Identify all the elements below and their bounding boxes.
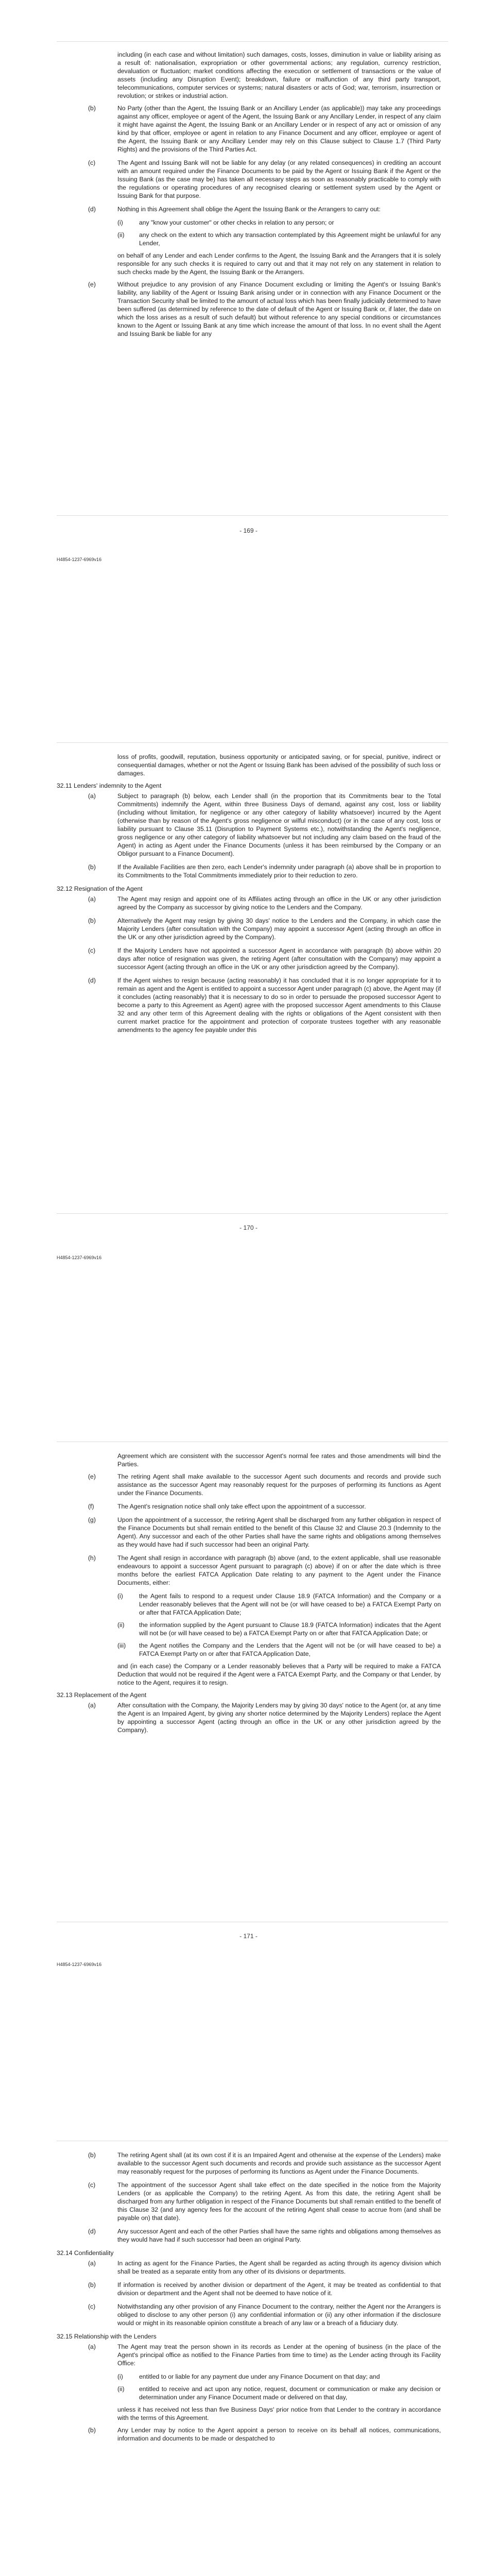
sub-clause-item bbox=[117, 2372, 441, 2381]
clause-item bbox=[88, 2302, 441, 2327]
clause-item bbox=[88, 2181, 441, 2222]
clause-text: The Agent's resignation notice shall only take effect upon the appointment of a successor. bbox=[117, 1503, 366, 1510]
clause-item bbox=[88, 976, 441, 1034]
clause-label: (a) bbox=[88, 2343, 96, 2350]
clause-item bbox=[88, 792, 441, 858]
clause-label: (d) bbox=[88, 2228, 96, 2235]
clause-text: Upon the appointment of a successor, the retiring Agent shall be discharged from any further obligation in respect of the Finance Documents but shall remain entitled to the benefit of this Clause 32 and Clause 20.3 (Indemnity to the Agent). Any successor and each of the other Parties shall have the same rights and obligations among themselves as they would have had if such successor had been an original Party. bbox=[117, 1516, 441, 1548]
sub-clause-item bbox=[117, 2385, 441, 2401]
clause-text: The appointment of the successor Agent shall take effect on the date specified in the notice from the Majority Lenders (or as applicable the Company) to the retiring Agent. As from this date, the retiring Agent shall be discharged from any further obligation in respect of the Finance Documents but shall remain entitled to the benefit of this Clause 32 (and any agency fees for the account of the retiring Agent shall cease to accrue from (and shall be payable on) that date). bbox=[117, 2181, 441, 2222]
clause-text: The Agent may treat the person shown in its records as Lender at the opening of business (in the place of the Agent's principal office as notified to the Finance Parties from time to time) as the Lender acting through its Facility Office: bbox=[117, 2343, 441, 2367]
sub-clause-label: (i) bbox=[117, 1592, 123, 1600]
clause-item bbox=[88, 1472, 441, 1497]
clause-text: Notwithstanding any other provision of any Finance Document to the contrary, neither the Agent nor the Arrangers is obliged to disclose to any other person (i) any confidential information or (ii) any other information if the disclosure would or might in its reasonable opinion constitute a breach of any law or a breach of a fiduciary duty. bbox=[117, 2303, 441, 2327]
page-number: - 170 - bbox=[239, 1224, 258, 1231]
sub-clause-label: (i) bbox=[117, 2373, 123, 2380]
sub-clause-item bbox=[117, 1641, 441, 1658]
page-body bbox=[0, 1452, 497, 1739]
document-id: H4854-1237-6969v16 bbox=[57, 1255, 102, 1260]
clause-text: Subject to paragraph (b) below, each Lender shall (in the proportion that its Commitments bear to the Total Commitments) indemnify the Agent, within three Business Days of demand, against any cost, loss or liability (including without limitation, for negligence or any other category of liability whatsoever) incurred by the Agent (otherwise than by reason of the Agent's gross negligence or wilful misconduct) (or in the case of any cost, loss or liability pursuant to Clause 35.11 (Disruption to Payment Systems etc.), notwithstanding the Agent's negligence, gross negligence or any other category of liability whatsoever but not including any claim based on the fraud of the Agent) in acting as Agent under the Finance Documents (unless it has been reimbursed by the Company or an Obligor pursuant to a Finance Document). bbox=[117, 792, 441, 857]
clause-item bbox=[88, 863, 441, 879]
page-bottom-rule bbox=[57, 515, 448, 516]
page-bottom-rule bbox=[57, 1213, 448, 1214]
clause-text: In acting as agent for the Finance Parties, the Agent shall be regarded as acting through its agency division which shall be treated as a separate entity from any other of its divisions or departments. bbox=[117, 2260, 441, 2275]
clause-text: Any successor Agent and each of the other Parties shall have the same rights and obligations among themselves as they would have had if such successor had been an original Party. bbox=[117, 2228, 441, 2243]
clause-label: (b) bbox=[88, 917, 96, 924]
page-top-rule bbox=[57, 41, 448, 42]
sub-clause-label: (ii) bbox=[117, 2385, 125, 2393]
clause-item bbox=[88, 2426, 441, 2443]
clause-text: Alternatively the Agent may resign by giving 30 days' notice to the Lenders and the Company, in which case the Majority Lenders (after consultation with the Company) may appoint a successor Agent (acting through an office in the UK or any other jurisdiction agreed by the Company). bbox=[117, 917, 441, 941]
clause-label: (a) bbox=[88, 1702, 96, 1709]
clause-label: (c) bbox=[88, 947, 96, 954]
clause-item bbox=[88, 917, 441, 941]
clause-item bbox=[88, 1554, 441, 1587]
paragraph: loss of profits, goodwill, reputation, business opportunity or anticipated saving, or for special, punitive, indirect or consequential damages, whether or not the Agent or Issuing Bank has been advised of the possibility of such loss or damages. bbox=[117, 753, 441, 777]
clause-label: (e) bbox=[88, 1473, 96, 1480]
page-top-rule bbox=[57, 742, 448, 743]
clause-label: (a) bbox=[88, 2260, 96, 2267]
clause-item bbox=[88, 205, 441, 213]
clause-label: (b) bbox=[88, 2151, 96, 2159]
clause-item bbox=[88, 1502, 441, 1511]
sub-clause-label: (ii) bbox=[117, 1621, 125, 1629]
sub-clause-text: entitled to receive and act upon any notice, request, document or communication or make any decision or determination under any Finance Document made or delivered on that day, bbox=[139, 2385, 441, 2401]
paragraph: Agreement which are consistent with the successor Agent's normal fee rates and those amendments will bind the Parties. bbox=[117, 1452, 441, 1468]
paragraph: unless it has received not less than five Business Days' prior notice from that Lender to the contrary in accordance with the terms of this Agreement. bbox=[117, 2406, 441, 2421]
clause-label: (f) bbox=[88, 1503, 94, 1510]
clause-text: The retiring Agent shall (at its own cost if it is an Impaired Agent and otherwise at the expense of the Lenders) make available to the successor Agent such documents and records and provide such assistance as the successor Agent may reasonably request for the purposes of performing its functions as Agent under the Finance Documents. bbox=[117, 2151, 441, 2175]
clause-label: (b) bbox=[88, 105, 96, 112]
sub-clause-text: any "know your customer" or other checks in relation to any person; or bbox=[139, 219, 334, 226]
clause-item bbox=[88, 2281, 441, 2297]
clause-label: (a) bbox=[88, 895, 96, 903]
clause-item bbox=[88, 946, 441, 971]
page-170 bbox=[0, 703, 497, 1406]
clause-text: If information is received by another division or department of the Agent, it may be treated as confidential to that division or department and the Agent shall not be deemed to have notice of it. bbox=[117, 2281, 441, 2297]
clause-label: (d) bbox=[88, 977, 96, 984]
clause-item bbox=[88, 1701, 441, 1734]
clause-item bbox=[88, 159, 441, 200]
sub-clause-item bbox=[117, 1592, 441, 1617]
page-171 bbox=[0, 1406, 497, 2110]
clause-label: (b) bbox=[88, 863, 96, 871]
clause-label: (b) bbox=[88, 2427, 96, 2434]
section-heading: 32.14 Confidentiality bbox=[57, 2249, 114, 2257]
clause-text: The Agent and Issuing Bank will not be liable for any delay (or any related consequences) in crediting an account with an amount required under the Finance Documents to be paid by the Agent or Issuing Bank if the Agent or the Issuing Bank (as the case may be) has taken all necessary steps as soon as reasonably practicable to comply with the regulations or operating procedures of any recognised clearing or settlement system used by the Agent or Issuing Bank for that purpose. bbox=[117, 159, 441, 199]
clause-label: (c) bbox=[88, 159, 96, 166]
clause-text: Without prejudice to any provision of any Finance Document excluding or limiting the Agent's or Issuing Bank's liability, any liability of the Agent or Issuing Bank arising under or in connection with any Finance Document or the Transaction Security shall be limited to the amount of actual loss which has been finally judicially determined to have been suffered (as determined by reference to the date of default of the Agent or Issuing Bank or, if later, the date on which the loss arises as a result of such default) but without reference to any special conditions or circumstances known to the Agent or Issuing Bank at any time which increase the amount of that loss. In no event shall the Agent and Issuing Bank be liable for any bbox=[117, 281, 441, 337]
section-heading: 32.11 Lenders' indemnity to the Agent bbox=[57, 782, 162, 789]
sub-clause-text: the information supplied by the Agent pursuant to Clause 18.9 (FATCA Information) indicates that the Agent will not be (or will have ceased to be) a FATCA Exempt Party on or after that FATCA Application Date; or bbox=[139, 1621, 441, 1637]
page-number: - 171 - bbox=[239, 1933, 258, 1940]
section-heading: 32.15 Relationship with the Lenders bbox=[57, 2333, 157, 2340]
clause-text: If the Agent wishes to resign because (acting reasonably) it has concluded that it is no longer appropriate for it to remain as agent and the Agent is entitled to appoint a successor Agent under paragraph (c) above, the Agent may (if it concludes (acting reasonably) that it is necessary to do so in order to persuade the proposed successor Agent to become a party to this Agreement as Agent) agree with the proposed successor Agent amendments to this Clause 32 and any other term of this Agreement dealing with the rights or obligations of the Agent consistent with then current market practice for the appointment and protection of corporate trustees together with any reasonable amendments to the agency fee payable under this bbox=[117, 977, 441, 1033]
clause-item bbox=[88, 2227, 441, 2244]
clause-text: If the Majority Lenders have not appointed a successor Agent in accordance with paragraph (b) above within 20 days after notice of resignation was given, the retiring Agent (after consultation with the Company) may appoint a successor Agent (acting through an office in the UK or any other jurisdiction agreed by the Company). bbox=[117, 947, 441, 971]
section-heading: 32.12 Resignation of the Agent bbox=[57, 885, 143, 892]
sub-clause-text: the Agent fails to respond to a request under Clause 18.9 (FATCA Information) and the Company or a Lender reasonably believes that the Agent will not be (or will have ceased to be) a FATCA Exempt Party on or after that FATCA Application Date; bbox=[139, 1592, 441, 1616]
page-body bbox=[0, 753, 497, 1039]
page-172 bbox=[0, 2110, 497, 2576]
clause-item bbox=[88, 2151, 441, 2176]
clause-text: If the Available Facilities are then zero, each Lender's indemnity under paragraph (a) above shall be in proportion to its Commitments to the Total Commitments immediately prior to their reduction to zero. bbox=[117, 863, 441, 879]
page-169 bbox=[0, 0, 497, 703]
clause-item bbox=[88, 1516, 441, 1549]
sub-clause-label: (iii) bbox=[117, 1642, 126, 1649]
page-body bbox=[0, 2151, 497, 2448]
sub-clause-item bbox=[117, 218, 441, 227]
clause-text: Nothing in this Agreement shall oblige the Agent the Issuing Bank or the Arrangers to carry out: bbox=[117, 206, 381, 213]
clause-text: Any Lender may by notice to the Agent appoint a person to receive on its behalf all notices, communications, information and documents to be made or despatched to bbox=[117, 2427, 441, 2442]
clause-label: (g) bbox=[88, 1516, 96, 1523]
paragraph: on behalf of any Lender and each Lender confirms to the Agent, the Issuing Bank and the Arrangers that it is solely responsible for any such checks it is required to carry out and that it may not rely on any statement in relation to such checks made by the Agent, the Issuing Bank or the Arrangers. bbox=[117, 252, 441, 276]
clause-label: (a) bbox=[88, 792, 96, 800]
clause-label: (b) bbox=[88, 2281, 96, 2289]
clause-text: The retiring Agent shall make available to the successor Agent such documents and records and provide such assistance as the successor Agent may reasonably request for the purposes of performing its functions as Agent under the Finance Documents. bbox=[117, 1473, 441, 1497]
clause-label: (d) bbox=[88, 206, 96, 213]
paragraph: and (in each case) the Company or a Lender reasonably believes that a Party will be required to make a FATCA Deduction that would not be required if the Agent were a FATCA Exempt Party, and the Company or that Lender, by notice to the Agent, requires it to resign. bbox=[117, 1663, 441, 1686]
sub-clause-item bbox=[117, 231, 441, 247]
sub-clause-item bbox=[117, 1621, 441, 1637]
document-id: H4854-1237-6969v16 bbox=[57, 1962, 102, 1967]
document-id: H4854-1237-6969v16 bbox=[57, 557, 102, 562]
clause-item bbox=[88, 2259, 441, 2276]
paragraph: including (in each case and without limitation) such damages, costs, losses, diminution in value or liability arising as a result of: nationalisation, expropriation or other governmental actions; any regulation, currency restriction, devaluation or fluctuation; market conditions affecting the execution or settlement of transactions or the value of assets (including any Disruption Event); breakdown, failure or malfunction of any third party transport, telecommunications, computer services or systems; natural disasters or acts of God; war, terrorism, insurrection or revolution; or strikes or industrial action. bbox=[117, 51, 441, 99]
clause-label: (h) bbox=[88, 1554, 96, 1562]
page-body bbox=[0, 50, 497, 343]
page-number: - 169 - bbox=[239, 527, 258, 534]
sub-clause-text: the Agent notifies the Company and the Lenders that the Agent will not be (or will have ceased to be) a FATCA Exempt Party on or after that FATCA Application Date, bbox=[139, 1642, 441, 1657]
clause-text: The Agent may resign and appoint one of its Affiliates acting through an office in the UK or any other jurisdiction agreed by the Company as successor by giving notice to the Lenders and the Company. bbox=[117, 895, 441, 911]
section-heading: 32.13 Replacement of the Agent bbox=[57, 1691, 147, 1699]
sub-clause-label: (ii) bbox=[117, 231, 125, 239]
clause-item bbox=[88, 280, 441, 338]
sub-clause-text: any check on the extent to which any transaction contemplated by this Agreement might be unlawful for any Lender, bbox=[139, 231, 441, 247]
clause-item bbox=[88, 2343, 441, 2367]
clause-text: No Party (other than the Agent, the Issuing Bank or an Ancillary Lender (as applicable)) may take any proceedings against any officer, employee or agent of the Agent, the Issuing Bank or any Ancillary Lender, in respect of any claim it might have against the Agent, the Issuing Bank or an Ancillary Lender or in respect of any act or omission of any kind by that officer, employee or agent in relation to any Finance Document and any officer, employee or agent of the Agent, the Issuing Bank or any Ancillary Lender may rely on this Clause subject to Clause 1.7 (Third Party Rights) and the provisions of the Third Parties Act. bbox=[117, 105, 441, 153]
sub-clause-label: (i) bbox=[117, 219, 123, 226]
clause-label: (e) bbox=[88, 281, 96, 288]
clause-item bbox=[88, 104, 441, 154]
clause-item bbox=[88, 895, 441, 911]
sub-clause-text: entitled to or liable for any payment due under any Finance Document on that day; and bbox=[139, 2373, 380, 2380]
clause-text: After consultation with the Company, the Majority Lenders may by giving 30 days' notice to the Agent (or, at any time the Agent is an Impaired Agent, by giving any shorter notice determined by the Majority Lenders) replace the Agent by appointing a successor Agent (acting through an office in the UK or any other jurisdiction agreed by the Company). bbox=[117, 1702, 441, 1734]
clause-label: (c) bbox=[88, 2181, 96, 2189]
clause-text: The Agent shall resign in accordance with paragraph (b) above (and, to the extent applicable, shall use reasonable endeavours to appoint a successor Agent pursuant to paragraph (c) above) if on or after the date which is three months before the earliest FATCA Application Date relating to any payment to the Agent under the Finance Documents, either: bbox=[117, 1554, 441, 1586]
clause-label: (c) bbox=[88, 2303, 96, 2310]
